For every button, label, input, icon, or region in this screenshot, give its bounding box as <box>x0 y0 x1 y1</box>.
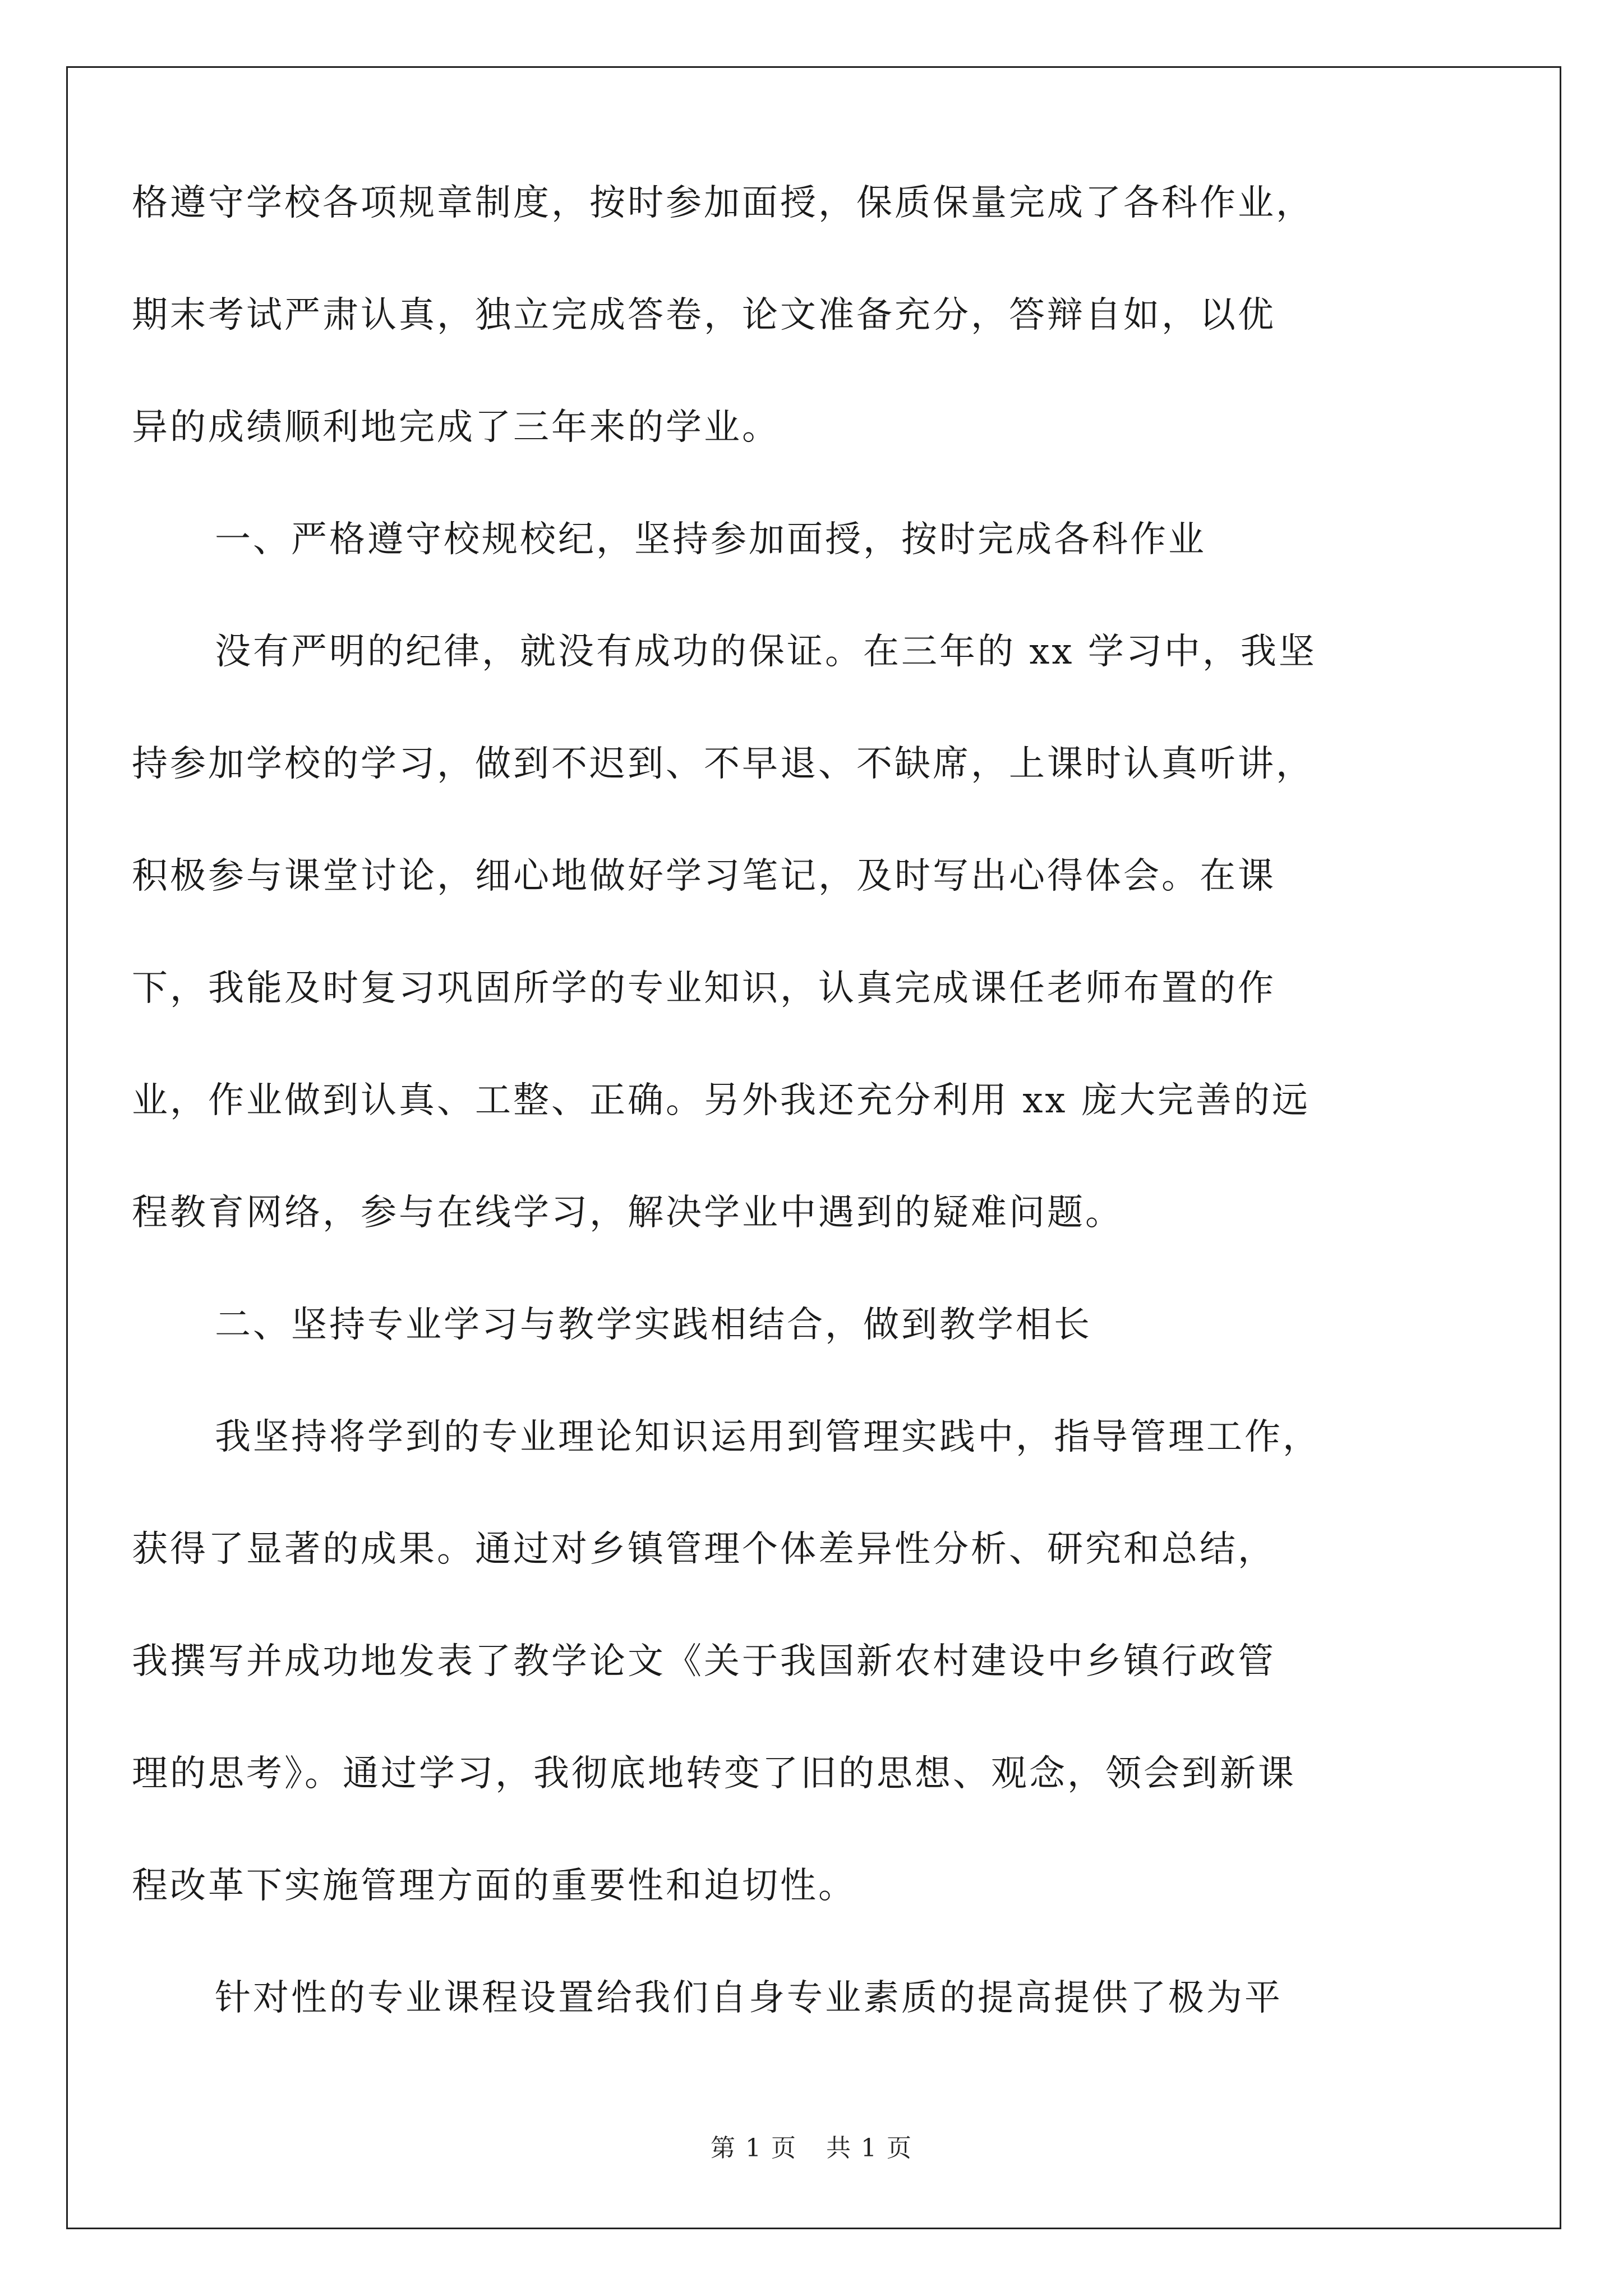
body-line: 下，我能及时复习巩固所学的专业知识，认真完成课任老师布置的作 <box>132 968 1276 1009</box>
page-footer <box>0 2128 1623 2164</box>
section-heading-2: 二、坚持专业学习与教学实践相结合，做到教学相长 <box>215 1304 1092 1346</box>
body-line: 理的思考》。通过学习，我彻底地转变了旧的思想、观念，领会到新课 <box>132 1753 1296 1795</box>
body-line: 我撰写并成功地发表了教学论文《关于我国新农村建设中乡镇行政管 <box>132 1641 1276 1682</box>
body-line: 程教育网络，参与在线学习，解决学业中遇到的疑难问题。 <box>132 1192 1123 1234</box>
body-line: 期末考试严肃认真，独立完成答卷，论文准备充分，答辩自如，以优 <box>132 295 1276 336</box>
body-line: 没有严明的纪律，就没有成功的保证。在三年的 xx 学习中，我坚 <box>215 631 1317 673</box>
section-heading-1: 一、严格遵守校规校纪，坚持参加面授，按时完成各科作业 <box>215 519 1206 560</box>
page-total: 共 1 页 <box>826 2134 912 2162</box>
body-line: 获得了显著的成果。通过对乡镇管理个体差异性分析、研究和总结， <box>132 1529 1276 1570</box>
body-line: 我坚持将学到的专业理论知识运用到管理实践中，指导管理工作， <box>215 1416 1321 1458</box>
body-line: 异的成绩顺利地完成了三年来的学业。 <box>132 407 780 448</box>
page-number: 第 1 页 <box>711 2134 797 2162</box>
body-line: 格遵守学校各项规章制度，按时参加面授，保质保量完成了各科作业， <box>132 182 1314 224</box>
body-line: 针对性的专业课程设置给我们自身专业素质的提高提供了极为平 <box>215 1977 1283 2019</box>
body-line: 程改革下实施管理方面的重要性和迫切性。 <box>132 1865 856 1907</box>
body-line: 业，作业做到认真、工整、正确。另外我还充分利用 xx 庞大完善的远 <box>132 1080 1310 1121</box>
body-line: 积极参与课堂讨论，细心地做好学习笔记，及时写出心得体会。在课 <box>132 855 1276 897</box>
body-line: 持参加学校的学习，做到不迟到、不早退、不缺席，上课时认真听讲， <box>132 743 1314 785</box>
